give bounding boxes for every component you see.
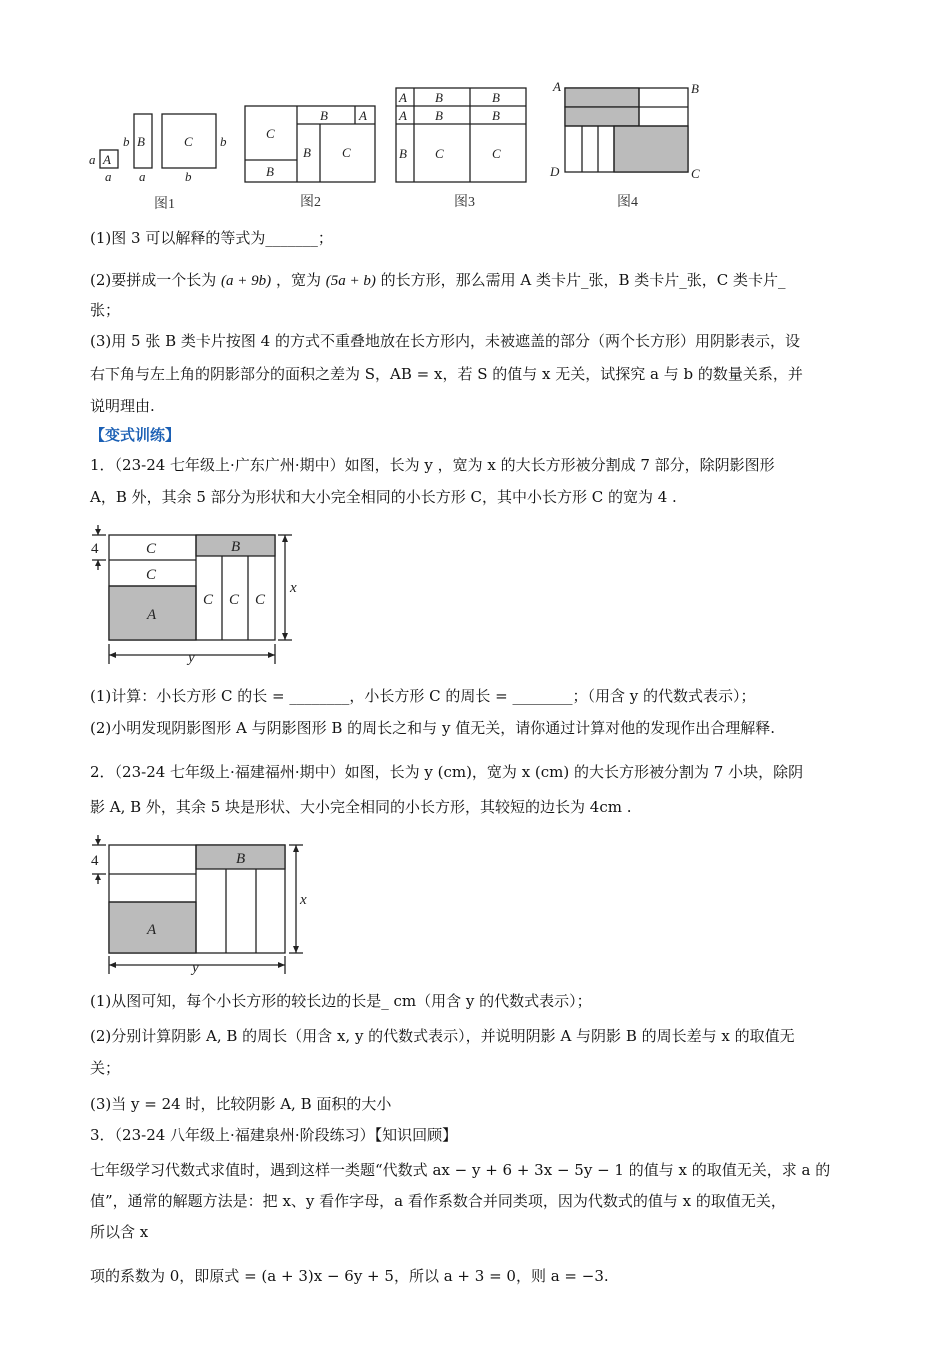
- fig6-label-B: B: [236, 851, 246, 867]
- q2-expr-width: (5a + b): [325, 273, 376, 289]
- fig4-label-A: A: [553, 79, 561, 94]
- fig5-label-x: x: [290, 580, 297, 596]
- problem-3-line4: 所以含 x: [90, 1223, 149, 1241]
- fig1-label-b-bottom: a: [139, 169, 146, 184]
- fig6-label-4: 4: [91, 853, 99, 869]
- problem-1-q2: (2)小明发现阴影图形 A 与阴影图形 B 的周长之和与 y 值无关，请你通过计算对他的发现作出合理解释.: [90, 719, 775, 737]
- question-2-line2: 张；: [90, 301, 121, 319]
- fig4-label-C: C: [691, 166, 700, 181]
- problem-2-q3: (3)当 y = 24 时，比较阴影 A, B 面积的大小: [90, 1095, 392, 1113]
- fig2-label-C2: C: [342, 145, 351, 160]
- fig4-label-B: B: [691, 81, 699, 96]
- fig4-shade-topleft: [565, 88, 639, 107]
- fig3-caption: 图3: [454, 195, 475, 210]
- fig3-label-C1: C: [435, 146, 444, 161]
- q2-text-c: 的长方形，那么需用 A 类卡片_张，B 类卡片_张，C 类卡片_: [380, 271, 786, 289]
- fig3-label-A1: A: [399, 90, 407, 105]
- fig3-outer: [396, 88, 526, 182]
- problem-3-line2: 七年级学习代数式求值时，遇到这样一类题“代数式 ax − y + 6 + 3x − 5y − 1 的值与 x 的取值无关，求 a 的: [90, 1161, 831, 1179]
- fig3-label-B4: B: [492, 108, 500, 123]
- fig1-label-A: A: [103, 152, 111, 167]
- fig1-label-a-bottom: a: [105, 169, 112, 184]
- fig1-label-B: B: [137, 134, 145, 149]
- fig5-label-C5: C: [255, 592, 266, 608]
- question-2-line1: [90, 270, 786, 291]
- fig3-label-C2: C: [492, 146, 501, 161]
- fig3-label-B5: B: [399, 146, 407, 161]
- question-3-line1: (3)用 5 张 B 类卡片按图 4 的方式不重叠地放在长方形内，未被遮盖的部分（两个长方形）用阴影表示，设: [90, 332, 800, 350]
- fig6-label-A: A: [147, 922, 157, 938]
- problem-1-q1: (1)计算：小长方形 C 的长 = ________，小长方形 C 的周长 = ________；（用含 y 的代数式表示）；: [90, 687, 756, 705]
- q2-expr-length: (a + 9b): [221, 273, 272, 289]
- fig1-label-b-side: b: [123, 134, 130, 149]
- fig5-label-C1: C: [146, 541, 157, 557]
- fig3-label-B3: B: [435, 108, 443, 123]
- fig6-label-x: x: [300, 892, 307, 908]
- problem-2-line1: 2．（23-24 七年级上·福建福州·期中）如图，长为 y (cm)，宽为 x (cm) 的大长方形被分割为 7 小块，除阴: [90, 763, 804, 781]
- fig5-label-C2: C: [146, 567, 157, 583]
- figure-problem-1: [88, 522, 308, 668]
- figure-problem-2: [88, 832, 318, 978]
- problem-2-q2-line1: (2)分别计算阴影 A, B 的周长（用含 x, y 的代数式表示），并说明阴影 A 与阴影 B 的周长差与 x 的取值无: [90, 1027, 795, 1045]
- fig2-label-B3: B: [266, 164, 274, 179]
- fig2-caption: 图2: [300, 195, 321, 210]
- problem-2-q2-line2: 关；: [90, 1059, 121, 1077]
- fig5-label-C4: C: [229, 592, 240, 608]
- section-title: 【变式训练】: [90, 426, 181, 444]
- fig2-label-C: C: [266, 126, 275, 141]
- problem-2-q1: (1)从图可知，每个小长方形的较长边的长是_ cm（用含 y 的代数式表示）；: [90, 992, 592, 1010]
- fig1-label-c-bottom: b: [185, 169, 192, 184]
- fig4-label-D: D: [550, 164, 560, 179]
- fig2-label-B1: B: [320, 108, 328, 123]
- fig5-label-C3: C: [203, 592, 214, 608]
- fig3-label-A2: A: [399, 108, 407, 123]
- fig1-caption: 图1: [154, 197, 175, 212]
- problem-2-line2: 影 A, B 外，其余 5 块是形状、大小完全相同的小长方形，其较短的边长为 4cm .: [90, 798, 632, 816]
- fig4-caption: 图4: [617, 195, 638, 210]
- fig3-label-B2: B: [492, 90, 500, 105]
- problem-3-line3: 值”，通常的解题方法是：把 x、y 看作字母，a 看作系数合并同类项，因为代数式的值与 x 的取值无关，: [90, 1192, 786, 1210]
- question-1: (1)图 3 可以解释的等式为_______；: [90, 229, 333, 247]
- q2-text-a: (2)要拼成一个长为: [90, 271, 217, 289]
- problem-1-line1: 1．（23-24 七年级上·广东广州·期中）如图，长为 y ，宽为 x 的大长方形被分割成 7 部分，除阴影图形: [90, 456, 775, 474]
- figures-top: [80, 78, 720, 218]
- fig2-label-B2: B: [303, 145, 311, 160]
- problem-1-line2: A，B 外，其余 5 部分为形状和大小完全相同的小长方形 C，其中小长方形 C 的宽为 4 .: [90, 488, 677, 506]
- question-3-line3: 说明理由.: [90, 397, 155, 415]
- fig1-label-a-side: a: [89, 152, 96, 167]
- fig4-shade-bottomright: [614, 126, 688, 172]
- problem-3-line1: 3．（23-24 八年级上·福建泉州·阶段练习）【知识回顾】: [90, 1126, 458, 1144]
- problem-3-line5: 项的系数为 0，即原式 = (a + 3)x − 6y + 5，所以 a + 3 = 0，则 a = −3.: [90, 1267, 609, 1285]
- q2-text-b: ，宽为: [275, 271, 321, 289]
- fig5-label-y: y: [188, 650, 195, 666]
- fig5-label-B: B: [231, 539, 241, 555]
- fig6-label-y: y: [192, 960, 199, 976]
- question-3-line2: 右下角与左上角的阴影部分的面积之差为 S，AB = x，若 S 的值与 x 无关，试探究 a 与 b 的数量关系，并: [90, 365, 803, 383]
- fig2-label-A: A: [359, 108, 367, 123]
- fig1-label-c-side: b: [220, 134, 227, 149]
- fig5-label-A: A: [147, 607, 157, 623]
- fig1-label-C: C: [184, 134, 193, 149]
- fig5-label-4: 4: [91, 541, 99, 557]
- fig3-label-B1: B: [435, 90, 443, 105]
